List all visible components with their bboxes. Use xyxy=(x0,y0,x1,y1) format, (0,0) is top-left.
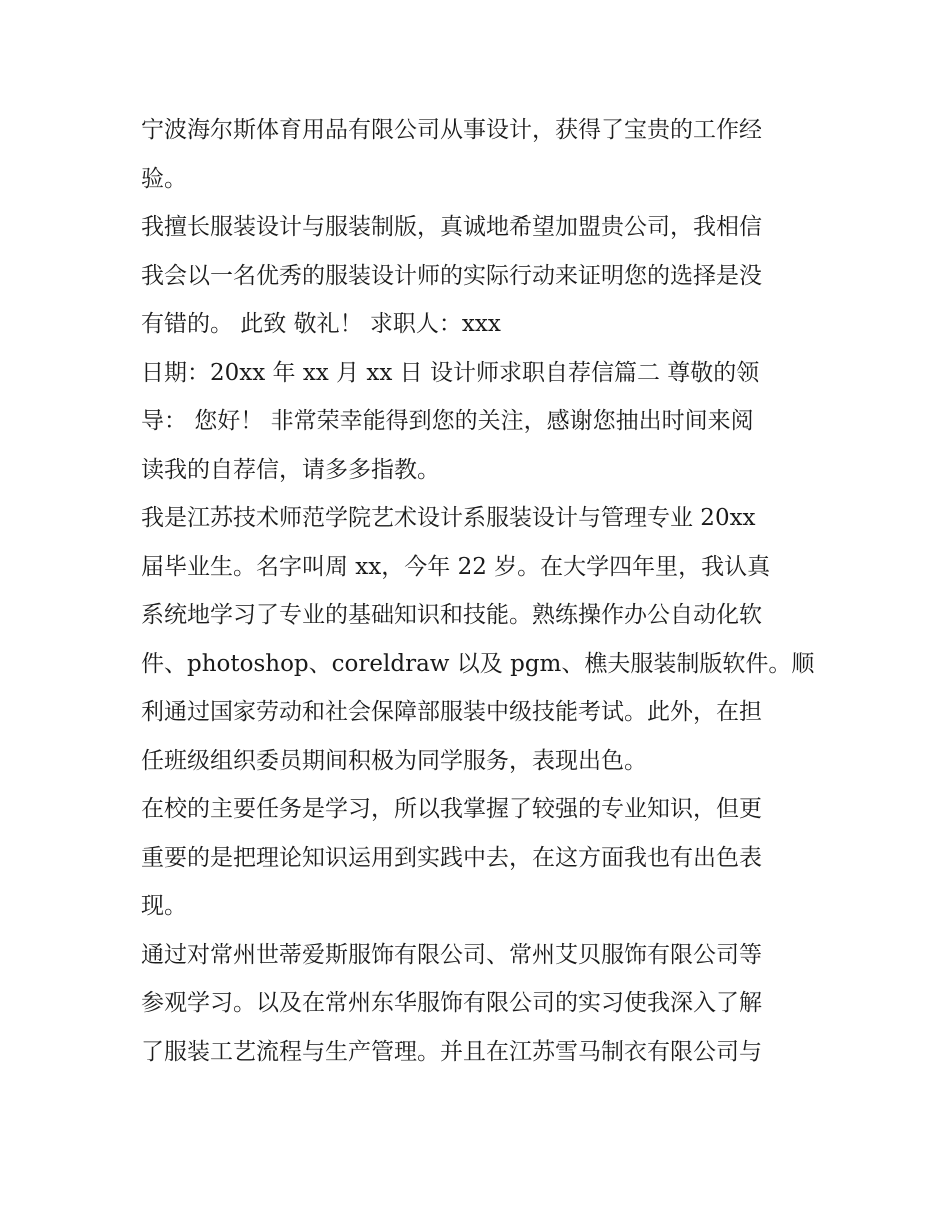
text-line: 重要的是把理论知识运用到实践中去，在这方面我也有出色表 xyxy=(141,844,762,871)
text-line: 任班级组织委员期间积极为同学服务，表现出色。 xyxy=(141,747,647,774)
text-line: 在校的主要任务是学习，所以我掌握了较强的专业知识，但更 xyxy=(141,796,762,822)
text-line: 我擅长服装设计与服装制版，真诚地希望加盟贵公司，我相信 xyxy=(141,214,762,240)
text-line: 我会以一名优秀的服装设计师的实际行动来证明您的选择是没 xyxy=(141,262,762,289)
text-line: 我是江苏技术师范学院艺术设计系服装设计与管理专业 20xx xyxy=(141,505,756,531)
document-body xyxy=(141,106,821,1076)
text-line: 了服装工艺流程与生产管理。并且在江苏雪马制衣有限公司与 xyxy=(141,1038,762,1065)
text-line: 参观学习。以及在常州东华服饰有限公司的实习使我深入了解 xyxy=(141,990,762,1016)
text-line: 通过对常州世蒂爱斯服饰有限公司、常州艾贝服饰有限公司等 xyxy=(141,941,762,968)
text-line: 有错的。 此致 敬礼！ 求职人：xxx xyxy=(141,311,501,337)
text-line: 件、photoshop、coreldraw 以及 pgm、樵夫服装制版软件。顺 xyxy=(141,650,815,677)
text-line: 现。 xyxy=(141,893,187,919)
text-line: 利通过国家劳动和社会保障部服装中级技能考试。此外，在担 xyxy=(141,699,762,725)
text-line: 日期：20xx 年 xx 月 xx 日 设计师求职自荐信篇二 尊敬的领 xyxy=(141,359,760,386)
text-line: 读我的自荐信，请多多指教。 xyxy=(141,456,440,483)
text-line: 届毕业生。名字叫周 xx，今年 22 岁。在大学四年里，我认真 xyxy=(141,553,771,580)
text-line: 验。 xyxy=(141,165,187,192)
text-line: 系统地学习了专业的基础知识和技能。熟练操作办公自动化软 xyxy=(141,602,762,628)
text-line: 宁波海尔斯体育用品有限公司从事设计，获得了宝贵的工作经 xyxy=(141,117,762,143)
text-line: 导： 您好！ 非常荣幸能得到您的关注，感谢您抽出时间来阅 xyxy=(141,408,754,434)
